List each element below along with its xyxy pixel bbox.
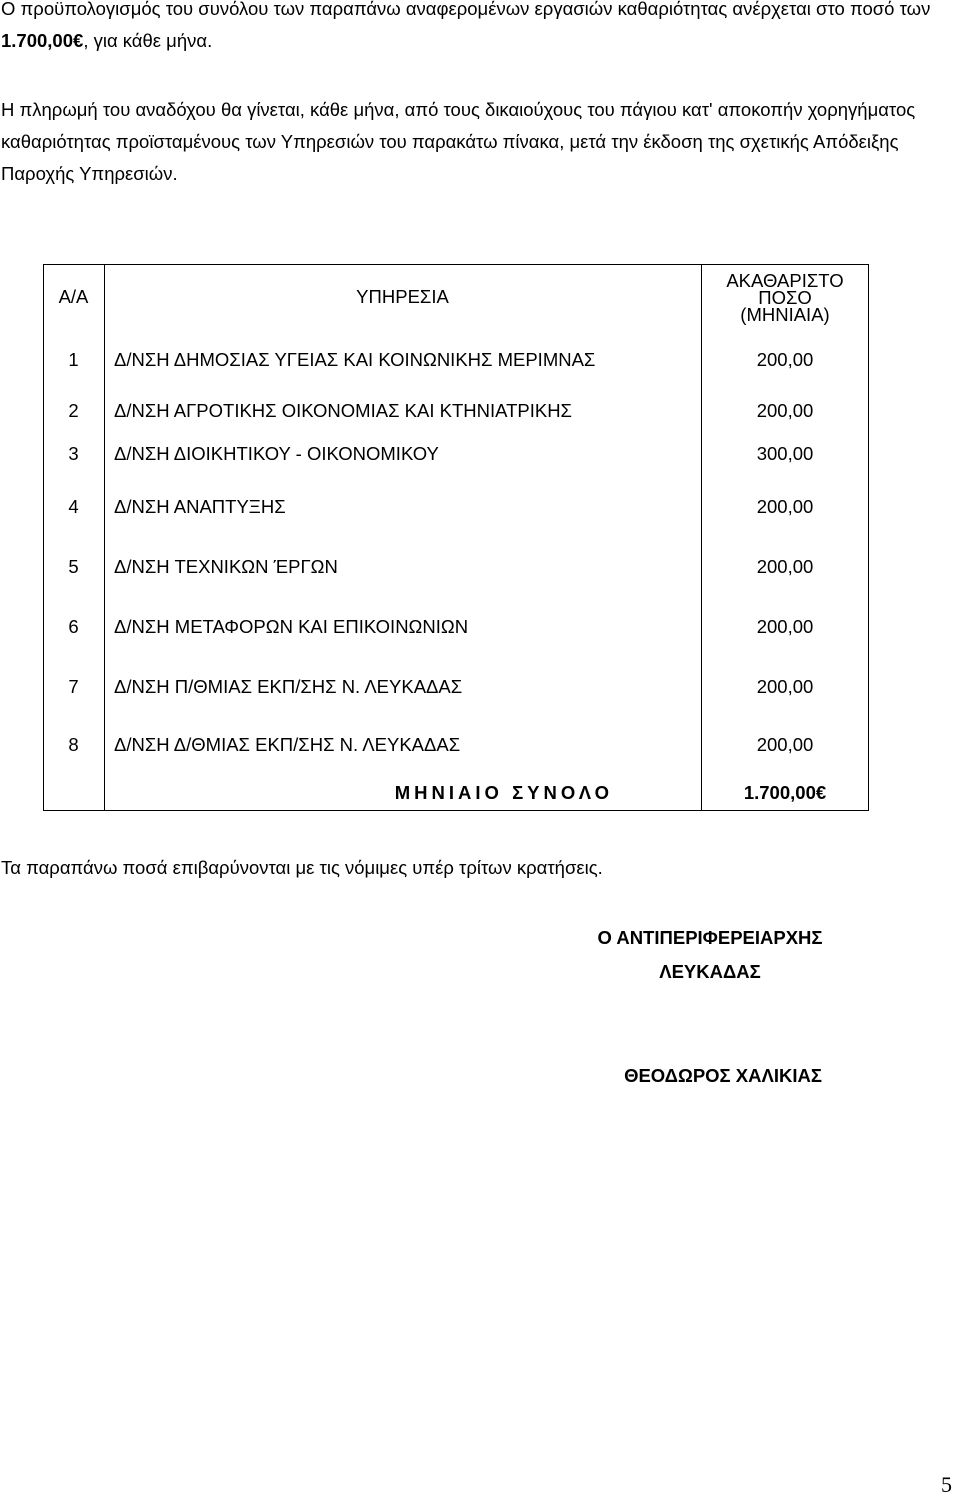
table-total-row xyxy=(43,774,869,812)
intro-text: Ο προϋπολογισμός του συνόλου των παραπάνω αναφερομένων εργασιών καθαριότητας ανέρχεται στο ποσό των xyxy=(1,0,931,19)
withholding-note: Τα παραπάνω ποσά επιβαρύνονται με τις νόμιμες υπέρ τρίτων κρατήσεις. xyxy=(1,857,603,878)
intro-text-end: , για κάθε μήνα. xyxy=(83,30,213,51)
table-row xyxy=(43,330,869,390)
page-number: 5 xyxy=(941,1472,952,1497)
row-aa: 3 xyxy=(68,443,79,464)
signature-title-line1: Ο ΑΝΤΙΠΕΡΙΦΕΡΕΙΑΡΧΗΣ xyxy=(597,927,823,948)
table-row xyxy=(43,538,869,596)
row-service: Δ/ΝΣΗ ΤΕΧΝΙΚΩΝ ΈΡΓΩΝ xyxy=(114,556,338,577)
total-amount: 1.700,00€ xyxy=(743,782,827,803)
header-amount-line1: ΑΚΑΘΑΡΙΣΤΟ ΠΟΣΟ xyxy=(726,269,844,308)
row-amount: 300,00 xyxy=(756,443,814,464)
header-aa: Α/Α xyxy=(58,286,89,307)
row-service: Δ/ΝΣΗ ΔΙΟΙΚΗΤΙΚΟΥ - ΟΙΚΟΝΟΜΙΚΟΥ xyxy=(114,443,439,464)
total-aa-empty xyxy=(43,774,104,812)
row-aa: 5 xyxy=(68,556,79,577)
row-amount: 200,00 xyxy=(756,400,814,421)
row-aa: 7 xyxy=(68,676,79,697)
total-label: ΜΗΝΙΑΙΟ ΣΥΝΟΛΟ xyxy=(394,782,613,803)
table-row xyxy=(43,596,869,658)
row-aa: 6 xyxy=(68,616,79,637)
signature-title-line2: ΛΕΥΚΑΔΑΣ xyxy=(659,961,761,982)
row-amount: 200,00 xyxy=(756,496,814,517)
intro-amount: 1.700,00€ xyxy=(1,30,84,51)
row-amount: 200,00 xyxy=(756,349,814,370)
table-row xyxy=(43,716,869,774)
header-amount xyxy=(701,264,869,330)
row-service: Δ/ΝΣΗ ΑΓΡΟΤΙΚΗΣ ΟΙΚΟΝΟΜΙΑΣ ΚΑΙ ΚΤΗΝΙΑΤΡΙΚΗΣ xyxy=(114,400,572,421)
row-amount: 200,00 xyxy=(756,676,814,697)
table-row xyxy=(43,390,869,432)
row-aa: 4 xyxy=(68,496,79,517)
row-aa: 8 xyxy=(68,734,79,755)
header-service: ΥΠΗΡΕΣΙΑ xyxy=(356,286,449,307)
signature-name: ΘΕΟΔΩΡΟΣ ΧΑΛΙΚΙΑΣ xyxy=(624,1065,822,1086)
table-header-row xyxy=(43,264,869,330)
table-row xyxy=(43,476,869,538)
services-table xyxy=(43,264,869,812)
row-aa: 2 xyxy=(68,400,79,421)
header-amount-line2: (ΜΗΝΙΑΙΑ) xyxy=(740,303,830,325)
row-service: Δ/ΝΣΗ ΔΗΜΟΣΙΑΣ ΥΓΕΙΑΣ ΚΑΙ ΚΟΙΝΩΝΙΚΗΣ ΜΕΡΙΜΝΑΣ xyxy=(114,349,596,370)
intro-paragraph xyxy=(1,0,959,57)
row-service: Δ/ΝΣΗ Δ/ΘΜΙΑΣ ΕΚΠ/ΣΗΣ Ν. ΛΕΥΚΑΔΑΣ xyxy=(114,734,461,755)
row-service: Δ/ΝΣΗ Π/ΘΜΙΑΣ ΕΚΠ/ΣΗΣ Ν. ΛΕΥΚΑΔΑΣ xyxy=(114,676,463,697)
row-service: Δ/ΝΣΗ ΑΝΑΠΤΥΞΗΣ xyxy=(114,496,286,517)
table-row xyxy=(43,432,869,476)
row-amount: 200,00 xyxy=(756,556,814,577)
row-aa: 1 xyxy=(68,349,79,370)
row-service: Δ/ΝΣΗ ΜΕΤΑΦΟΡΩΝ ΚΑΙ ΕΠΙΚΟΙΝΩΝΙΩΝ xyxy=(114,616,469,637)
row-amount: 200,00 xyxy=(756,734,814,755)
table-row xyxy=(43,658,869,716)
row-amount: 200,00 xyxy=(756,616,814,637)
payment-paragraph: Η πληρωμή του αναδόχου θα γίνεται, κάθε μήνα, από τους δικαιούχους του πάγιου κατ' αποκοπήν χορηγήματος καθαριότητας προϊσταμένους των Υπηρεσιών του παρακάτω πίνακα, μετά την έκδοση της σχετικής Απόδειξης Παροχής Υπηρεσιών. xyxy=(1,99,916,184)
